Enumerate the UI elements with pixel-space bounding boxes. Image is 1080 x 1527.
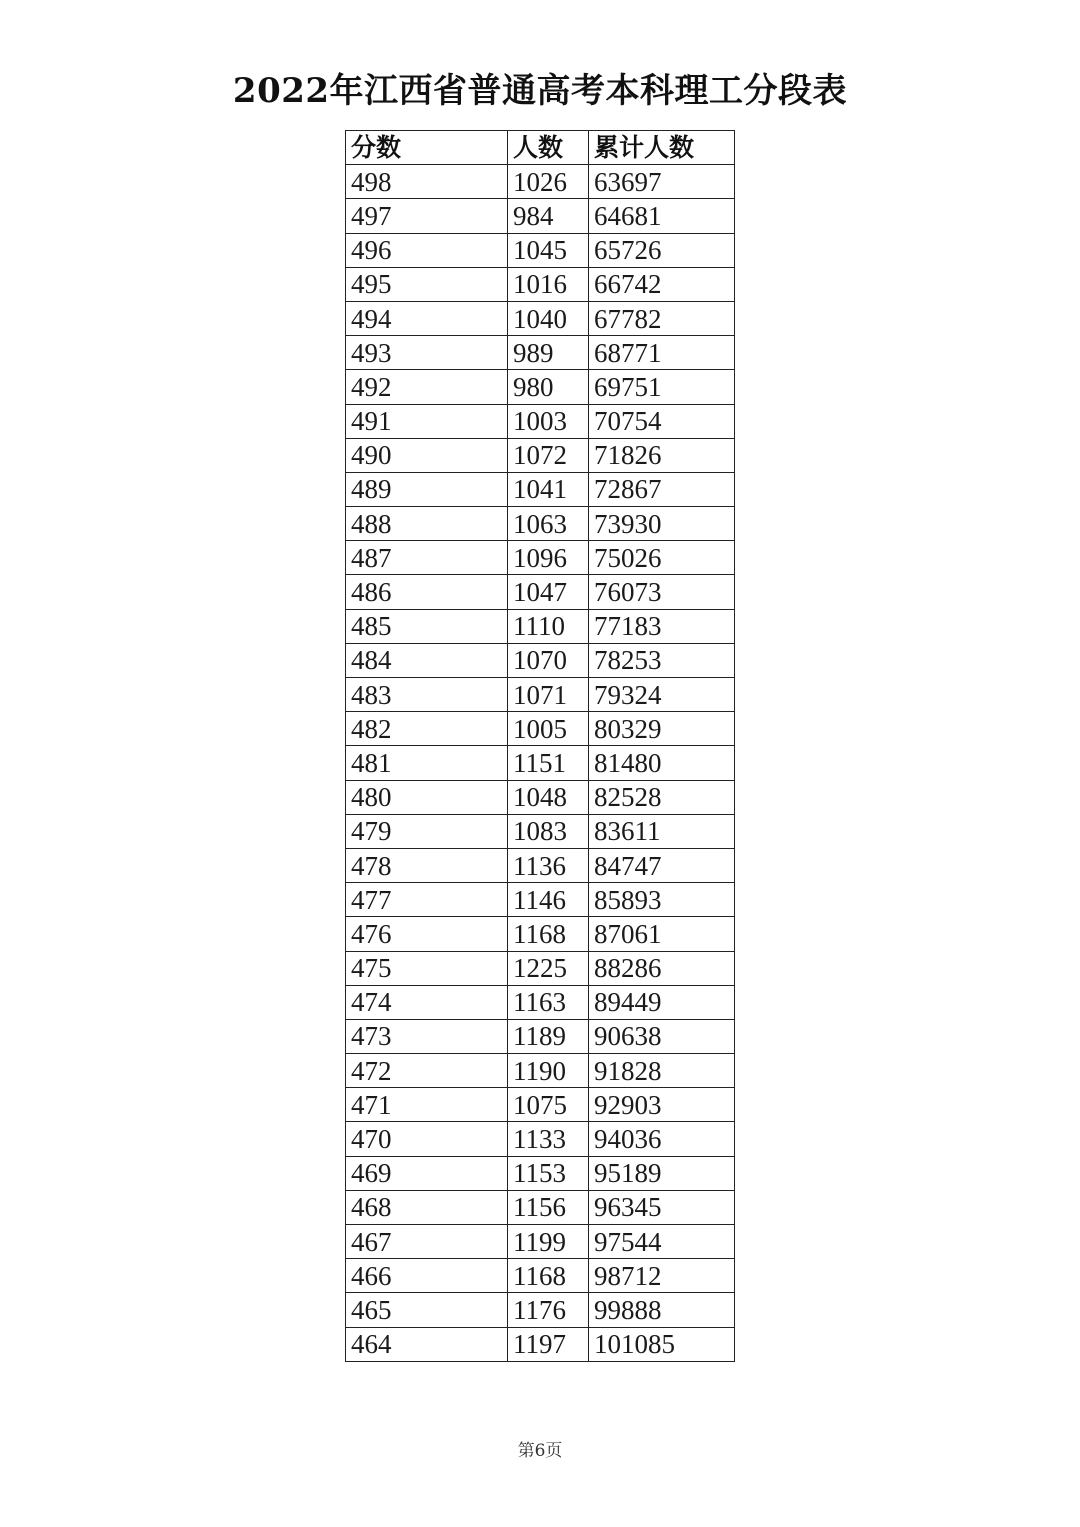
cell-cumulative: 66742 <box>589 267 735 301</box>
cell-score: 486 <box>346 575 508 609</box>
cell-count: 1168 <box>508 917 589 951</box>
cell-score: 489 <box>346 472 508 506</box>
cell-score: 467 <box>346 1225 508 1259</box>
cell-score: 490 <box>346 438 508 472</box>
cell-count: 1063 <box>508 507 589 541</box>
cell-cumulative: 94036 <box>589 1122 735 1156</box>
table-row <box>346 1190 735 1224</box>
cell-cumulative: 81480 <box>589 746 735 780</box>
cell-count: 1136 <box>508 848 589 882</box>
cell-score: 496 <box>346 233 508 267</box>
cell-count: 1026 <box>508 165 589 199</box>
cell-count: 1047 <box>508 575 589 609</box>
cell-score: 493 <box>346 336 508 370</box>
cell-count: 1016 <box>508 267 589 301</box>
cell-score: 466 <box>346 1259 508 1293</box>
cell-score: 481 <box>346 746 508 780</box>
table-row <box>346 814 735 848</box>
cell-count: 1176 <box>508 1293 589 1327</box>
table-row <box>346 1327 735 1361</box>
cell-cumulative: 73930 <box>589 507 735 541</box>
cell-cumulative: 72867 <box>589 472 735 506</box>
cell-cumulative: 98712 <box>589 1259 735 1293</box>
table-row <box>346 267 735 301</box>
cell-count: 1040 <box>508 301 589 335</box>
cell-score: 479 <box>346 814 508 848</box>
cell-count: 1083 <box>508 814 589 848</box>
cell-cumulative: 71826 <box>589 438 735 472</box>
table-row <box>346 746 735 780</box>
cell-score: 472 <box>346 1054 508 1088</box>
cell-score: 475 <box>346 951 508 985</box>
table-row <box>346 438 735 472</box>
cell-cumulative: 70754 <box>589 404 735 438</box>
cell-cumulative: 69751 <box>589 370 735 404</box>
header-count: 人数 <box>508 131 589 165</box>
cell-count: 989 <box>508 336 589 370</box>
cell-cumulative: 63697 <box>589 165 735 199</box>
cell-cumulative: 91828 <box>589 1054 735 1088</box>
cell-cumulative: 88286 <box>589 951 735 985</box>
cell-score: 478 <box>346 848 508 882</box>
document-title: 2022年江西省普通高考本科理工分段表 <box>232 71 848 111</box>
table-row <box>346 1225 735 1259</box>
cell-cumulative: 87061 <box>589 917 735 951</box>
table-header-row <box>346 131 735 165</box>
cell-score: 474 <box>346 985 508 1019</box>
cell-cumulative: 68771 <box>589 336 735 370</box>
cell-score: 470 <box>346 1122 508 1156</box>
cell-score: 464 <box>346 1327 508 1361</box>
cell-count: 1110 <box>508 609 589 643</box>
cell-score: 469 <box>346 1156 508 1190</box>
table-row <box>346 472 735 506</box>
cell-score: 492 <box>346 370 508 404</box>
cell-score: 480 <box>346 780 508 814</box>
cell-count: 1071 <box>508 678 589 712</box>
cell-count: 1041 <box>508 472 589 506</box>
table-row <box>346 1019 735 1053</box>
cell-cumulative: 64681 <box>589 199 735 233</box>
cell-cumulative: 79324 <box>589 678 735 712</box>
cell-cumulative: 76073 <box>589 575 735 609</box>
cell-cumulative: 78253 <box>589 643 735 677</box>
cell-count: 1075 <box>508 1088 589 1122</box>
cell-score: 497 <box>346 199 508 233</box>
cell-count: 1199 <box>508 1225 589 1259</box>
cell-count: 1003 <box>508 404 589 438</box>
table-row <box>346 985 735 1019</box>
cell-cumulative: 97544 <box>589 1225 735 1259</box>
cell-cumulative: 67782 <box>589 301 735 335</box>
table-row <box>346 1122 735 1156</box>
cell-score: 471 <box>346 1088 508 1122</box>
cell-cumulative: 90638 <box>589 1019 735 1053</box>
header-cumulative: 累计人数 <box>589 131 735 165</box>
cell-cumulative: 92903 <box>589 1088 735 1122</box>
cell-count: 1197 <box>508 1327 589 1361</box>
cell-count: 984 <box>508 199 589 233</box>
cell-score: 482 <box>346 712 508 746</box>
cell-cumulative: 84747 <box>589 848 735 882</box>
cell-score: 488 <box>346 507 508 541</box>
cell-count: 1225 <box>508 951 589 985</box>
cell-cumulative: 96345 <box>589 1190 735 1224</box>
table-body <box>346 165 735 1362</box>
table-row <box>346 951 735 985</box>
cell-cumulative: 85893 <box>589 883 735 917</box>
cell-cumulative: 82528 <box>589 780 735 814</box>
cell-score: 494 <box>346 301 508 335</box>
cell-cumulative: 75026 <box>589 541 735 575</box>
score-distribution-table <box>345 130 735 1362</box>
cell-score: 483 <box>346 678 508 712</box>
cell-count: 1189 <box>508 1019 589 1053</box>
cell-count: 1072 <box>508 438 589 472</box>
cell-count: 1096 <box>508 541 589 575</box>
table-row <box>346 404 735 438</box>
table-row <box>346 883 735 917</box>
cell-score: 473 <box>346 1019 508 1053</box>
cell-cumulative: 89449 <box>589 985 735 1019</box>
table-row <box>346 1054 735 1088</box>
cell-count: 1151 <box>508 746 589 780</box>
table-row <box>346 507 735 541</box>
table-row <box>346 712 735 746</box>
page-number: 第6页 <box>517 1441 563 1461</box>
cell-score: 495 <box>346 267 508 301</box>
table-row <box>346 848 735 882</box>
table-row <box>346 370 735 404</box>
cell-cumulative: 77183 <box>589 609 735 643</box>
table-row <box>346 643 735 677</box>
table-row <box>346 609 735 643</box>
cell-score: 468 <box>346 1190 508 1224</box>
cell-count: 1153 <box>508 1156 589 1190</box>
table-row <box>346 575 735 609</box>
cell-cumulative: 101085 <box>589 1327 735 1361</box>
cell-score: 465 <box>346 1293 508 1327</box>
cell-cumulative: 80329 <box>589 712 735 746</box>
cell-count: 1045 <box>508 233 589 267</box>
table-row <box>346 1293 735 1327</box>
cell-cumulative: 65726 <box>589 233 735 267</box>
table-row <box>346 541 735 575</box>
cell-score: 477 <box>346 883 508 917</box>
table-row <box>346 1156 735 1190</box>
cell-count: 1005 <box>508 712 589 746</box>
cell-score: 484 <box>346 643 508 677</box>
cell-count: 1190 <box>508 1054 589 1088</box>
table-row <box>346 917 735 951</box>
cell-cumulative: 95189 <box>589 1156 735 1190</box>
table-row <box>346 233 735 267</box>
cell-count: 1168 <box>508 1259 589 1293</box>
cell-count: 1146 <box>508 883 589 917</box>
table-row <box>346 1259 735 1293</box>
table-row <box>346 678 735 712</box>
table-row <box>346 1088 735 1122</box>
table-row <box>346 199 735 233</box>
cell-count: 1163 <box>508 985 589 1019</box>
table-row <box>346 336 735 370</box>
table-row <box>346 301 735 335</box>
cell-count: 1070 <box>508 643 589 677</box>
header-score: 分数 <box>346 131 508 165</box>
cell-count: 1048 <box>508 780 589 814</box>
cell-cumulative: 99888 <box>589 1293 735 1327</box>
cell-cumulative: 83611 <box>589 814 735 848</box>
cell-count: 1156 <box>508 1190 589 1224</box>
cell-score: 476 <box>346 917 508 951</box>
table-row <box>346 165 735 199</box>
cell-score: 491 <box>346 404 508 438</box>
cell-count: 1133 <box>508 1122 589 1156</box>
cell-score: 485 <box>346 609 508 643</box>
table-row <box>346 780 735 814</box>
cell-count: 980 <box>508 370 589 404</box>
cell-score: 498 <box>346 165 508 199</box>
cell-score: 487 <box>346 541 508 575</box>
